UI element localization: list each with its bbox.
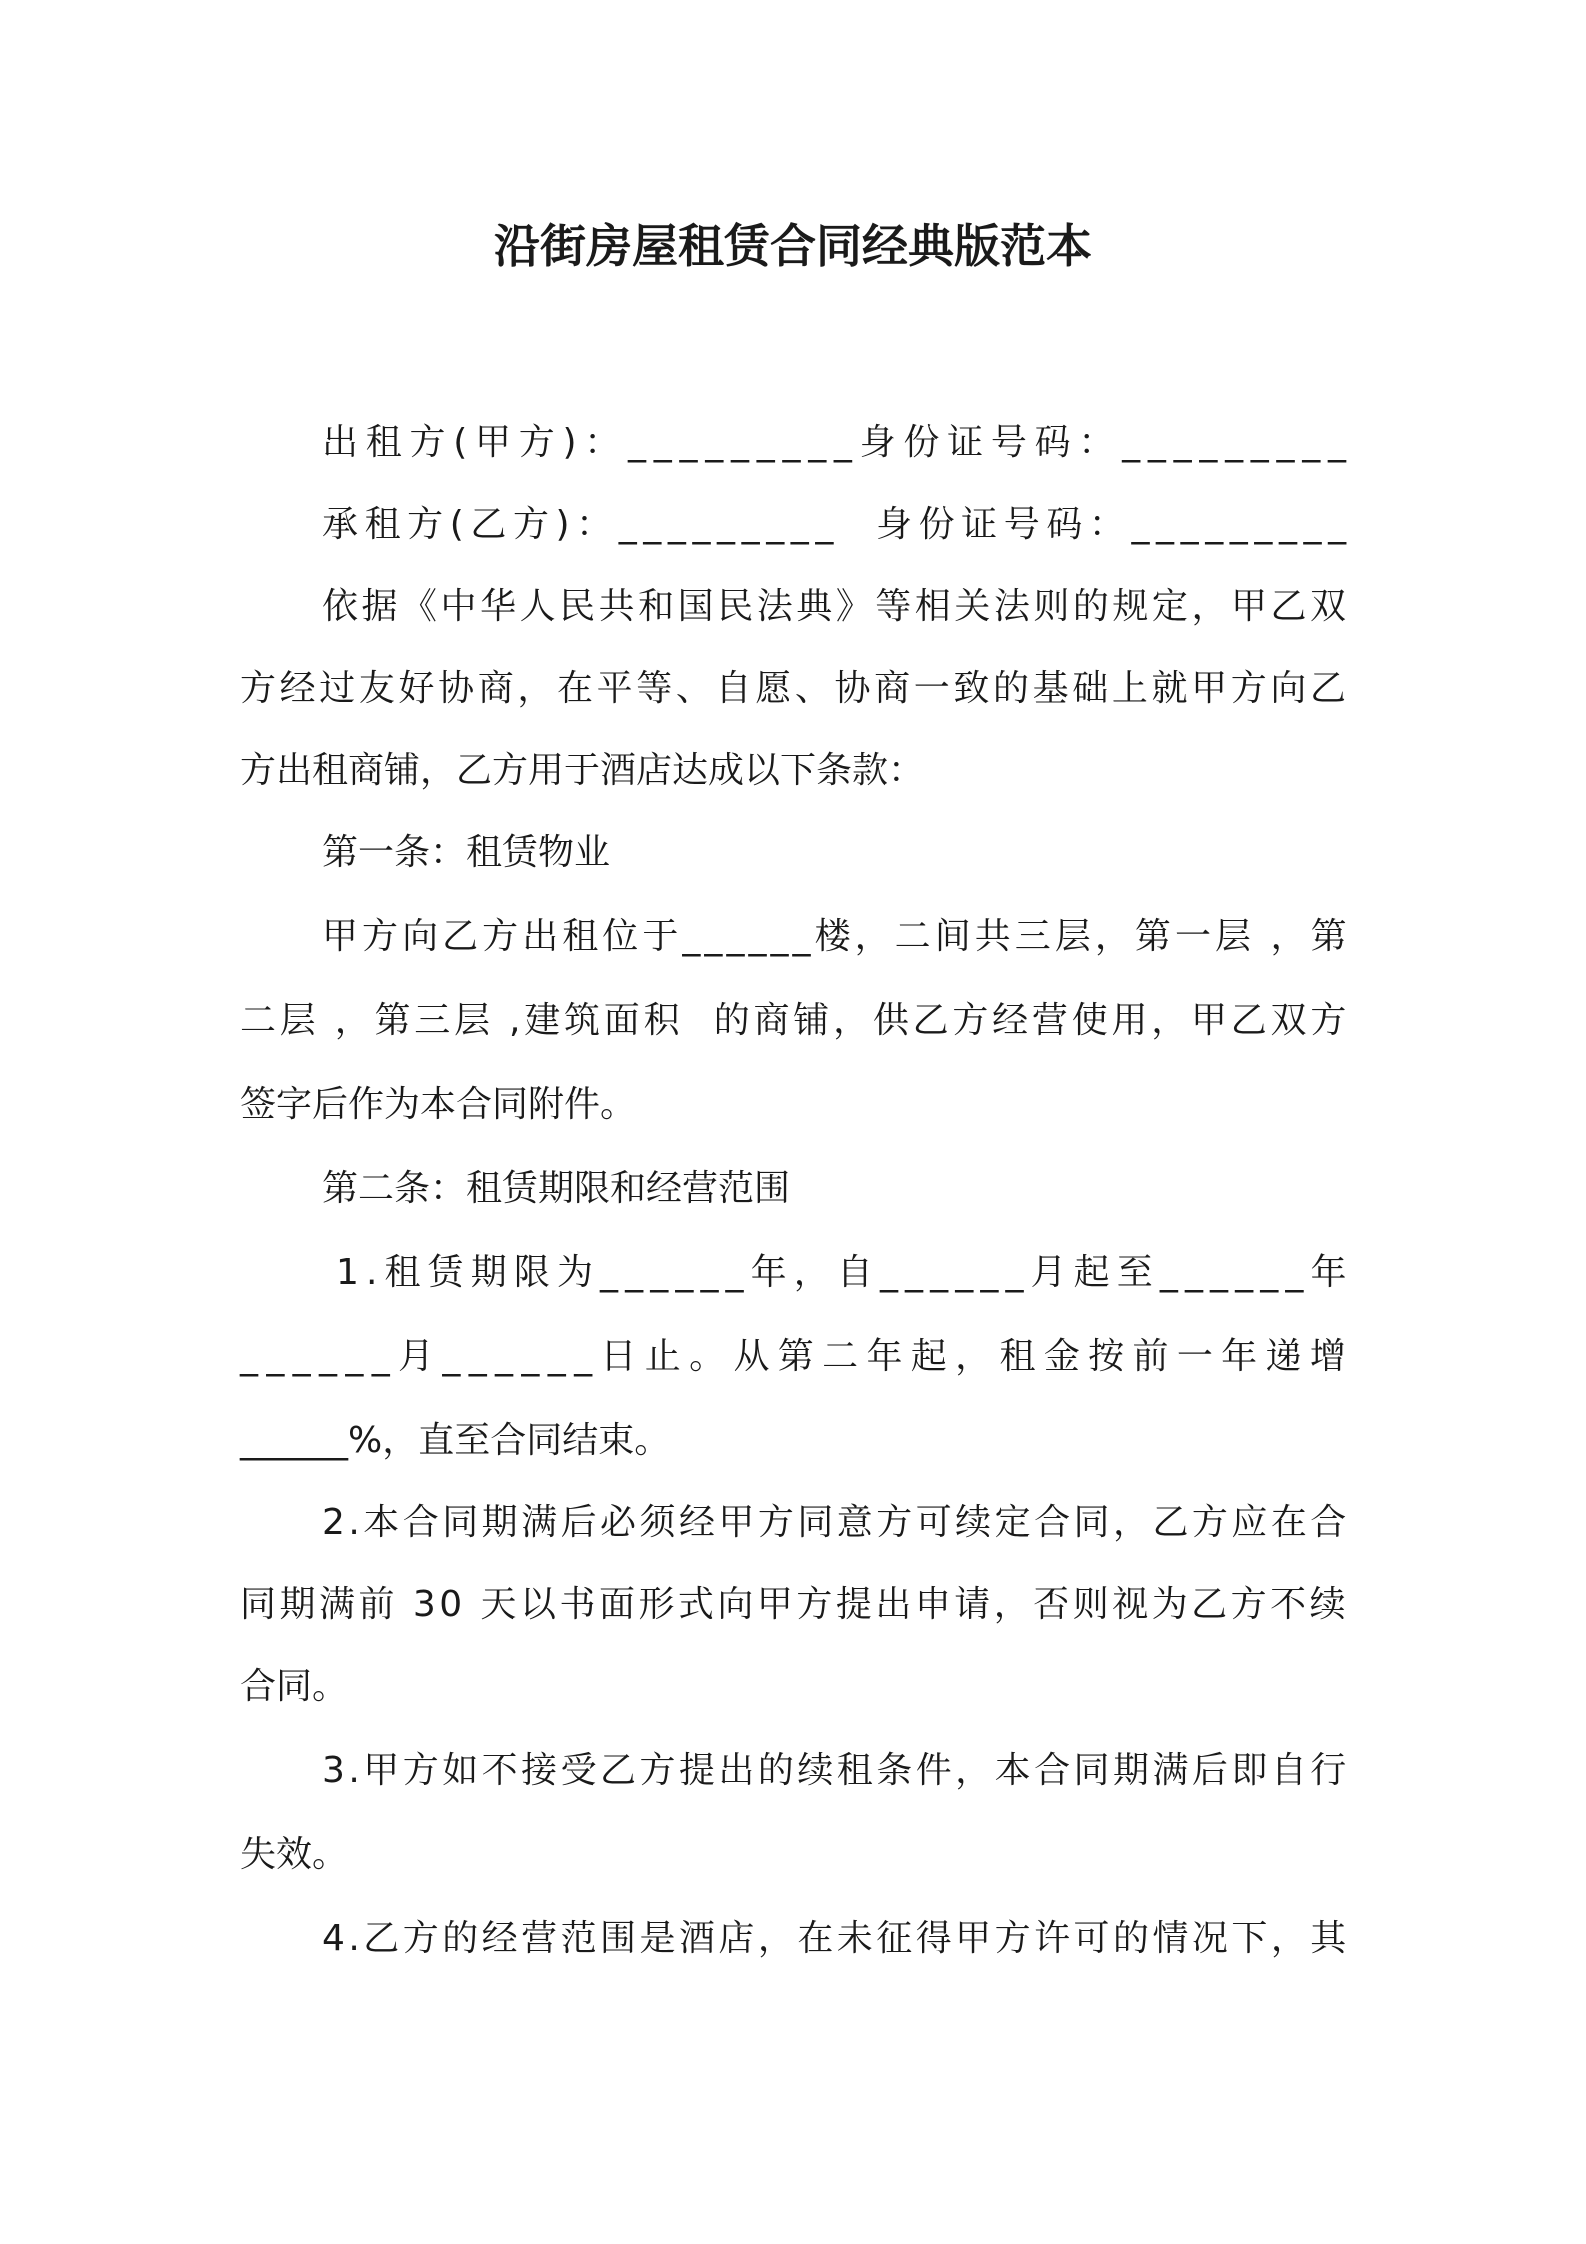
clause-line: 失效。 [240, 1834, 349, 1875]
clause-line: ______%，直至合同结束。 [240, 1420, 671, 1461]
paragraph-line: 方出租商铺，乙方用于酒店达成以下条款： [240, 750, 925, 791]
paragraph-line: 签字后作为本合同附件。 [240, 1084, 637, 1125]
clause-line: 合同。 [240, 1666, 349, 1707]
article-heading: 第二条：租赁期限和经营范围 [322, 1168, 791, 1209]
clause-line: 3.甲方如不接受乙方提出的续租条件，本合同期满后即自行 [322, 1750, 1350, 1791]
paragraph-line: 方经过友好协商，在平等、自愿、协商一致的基础上就甲方向乙 [240, 668, 1350, 709]
party-b-line: 承租方(乙方)：_________ 身份证号码：_________ [322, 504, 1353, 545]
paragraph-line: 甲方向乙方出租位于______楼，二间共三层，第一层 ，第 [322, 916, 1351, 957]
article-heading: 第一条：租赁物业 [322, 832, 611, 873]
party-a-line: 出租方(甲方)：_________身份证号码：_________ [322, 422, 1354, 463]
paragraph-line: 二层 ，第三层 ,建筑面积 的商铺，供乙方经营使用，甲乙双方 [240, 1000, 1351, 1041]
clause-line: 4.乙方的经营范围是酒店，在未征得甲方许可的情况下，其 [322, 1918, 1350, 1959]
clause-line: ______月______日止。从第二年起，租金按前一年递增 [240, 1336, 1355, 1377]
clause-line: 同期满前 30 天以书面形式向甲方提出申请，否则视为乙方不续 [240, 1584, 1350, 1625]
clause-line: 2.本合同期满后必须经甲方同意方可续定合同，乙方应在合 [322, 1502, 1350, 1543]
clause-line: 1.租赁期限为______年，自______月起至______年 [336, 1252, 1354, 1293]
document-title: 沿街房屋租赁合同经典版范本 [494, 219, 1092, 273]
paragraph-line: 依据《中华人民共和国民法典》等相关法则的规定，甲乙双 [322, 586, 1350, 627]
